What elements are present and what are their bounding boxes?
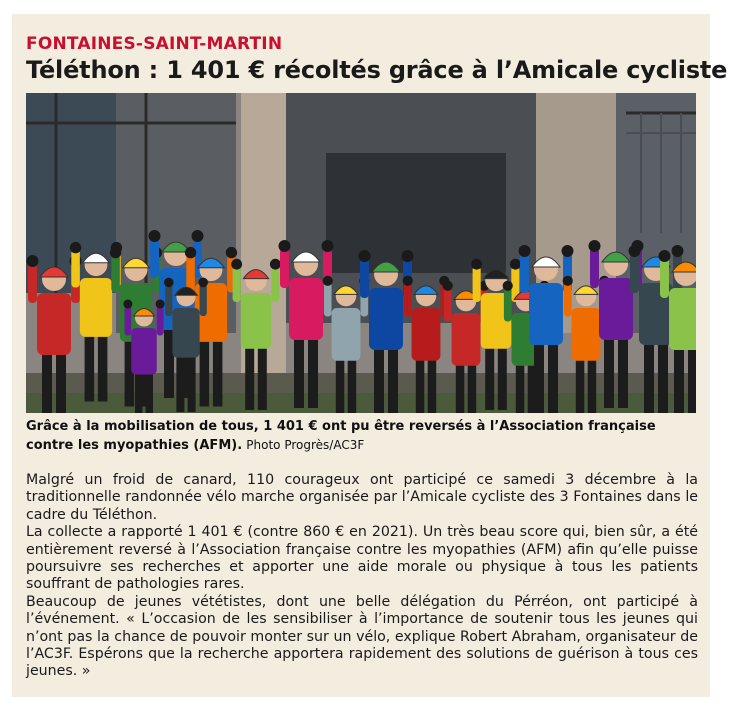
caption-text: Grâce à la mobilisation de tous, 1 401 € ont pu être reversés à l’Association française contre les myopathies (AFM). (26, 419, 656, 453)
paragraph-2: La collecte a rapporté 1 401 € (contre 860 € en 2021). Un très beau score qui, bien sûr, a été entièrement reversé à l’Association française contre les myopathies (AFM) afin qu’elle puisse poursuivre ses recherches et apporter une aide morale ou physique à tous les patients souffrant de pathologies rares. (26, 524, 698, 593)
photo-caption (26, 418, 696, 455)
group-photo-illustration (26, 93, 696, 413)
article-body (26, 472, 698, 681)
article-headline: Téléthon : 1 401 € récoltés grâce à l’Amicale cycliste (26, 56, 728, 84)
article-location: FONTAINES-SAINT-MARTIN (26, 34, 283, 54)
article-card (12, 14, 728, 697)
photo-credit: Photo Progrès/AC3F (246, 438, 365, 452)
paragraph-1: Malgré un froid de canard, 110 courageux ont participé ce samedi 3 décembre à la traditionnelle randonnée vélo marche organisée par l’Amicale cycliste des 3 Fontaines dans le cadre du Téléthon. (26, 472, 698, 523)
article-photo (26, 93, 696, 413)
paragraph-3: Beaucoup de jeunes vététistes, dont une belle délégation du Pérréon, ont participé à l’événement. « L’occasion de les sensibiliser à l’importance de soutenir tous les jeunes qui n’ont pas la chance de pouvoir monter sur un vélo, explique Robert Abraham, organisateur de l’AC3F. Espérons que la recherche apportera rapidement des solutions de guérison à tous ces jeunes. » (26, 593, 698, 680)
